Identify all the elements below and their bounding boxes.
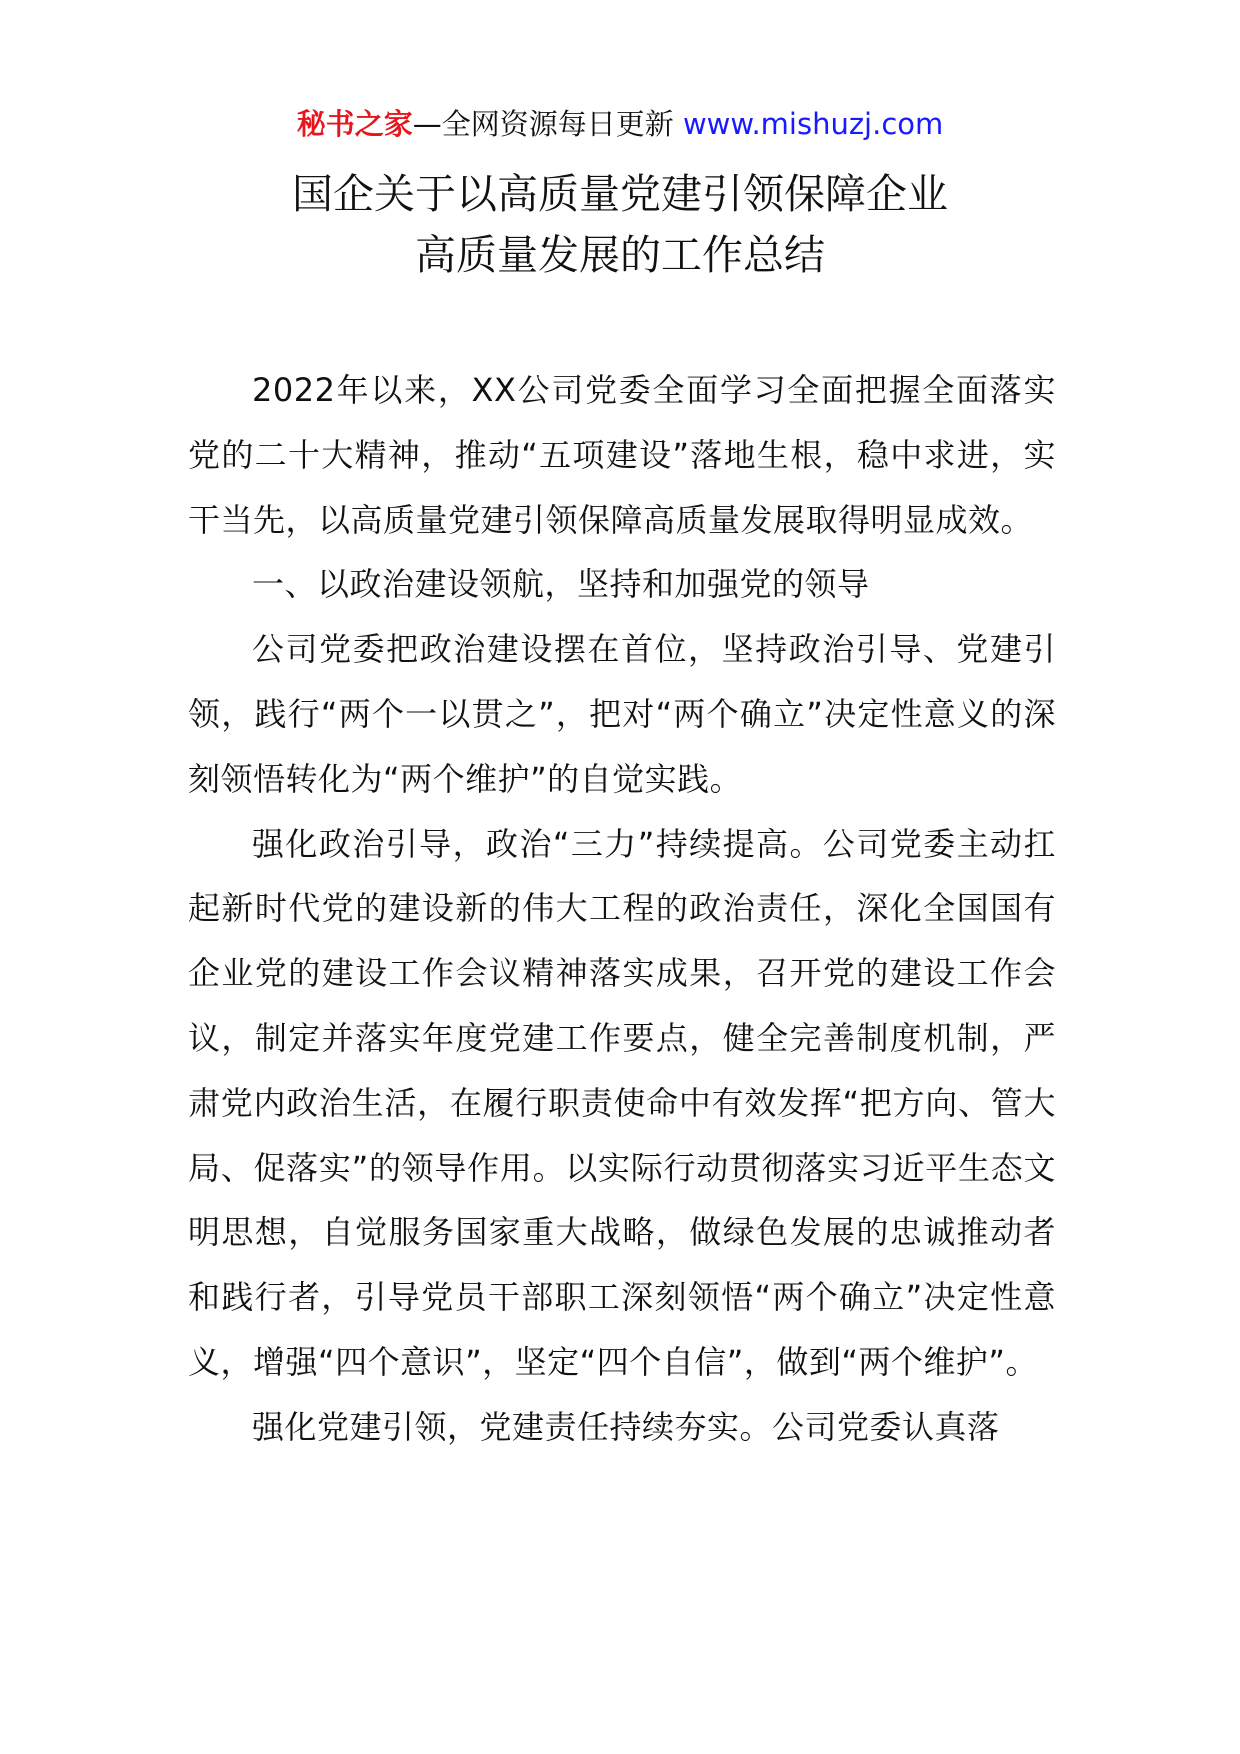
section-heading-1: 一、以政治建设领航，坚持和加强党的领导: [252, 565, 870, 604]
site-header: [0, 102, 1240, 146]
title-line-1: 国企关于以高质量党建引领保障企业: [292, 170, 948, 218]
paragraph-party-building: 强化党建引领，党建责任持续夯实。公司党委认真落: [252, 1407, 1000, 1446]
site-url-link[interactable]: www.mishuzj.com: [682, 107, 944, 141]
site-tagline: —全网资源每日更新: [412, 107, 683, 141]
paragraph-intro: 2022年以来，XX公司党委全面学习全面把握全面落实党的二十大精神，推动“五项建设”落地生根，稳中求进，实干当先，以高质量党建引领保障高质量发展取得明显成效。: [188, 371, 1056, 539]
document-title: [0, 164, 1240, 286]
paragraph-political-construction: 公司党委把政治建设摆在首位，坚持政治引导、党建引领，践行“两个一以贯之”，把对“两个确立”决定性意义的深刻领悟转化为“两个维护”的自觉实践。: [188, 630, 1056, 798]
document-body: [188, 358, 1056, 1460]
brand-name: 秘书之家: [296, 107, 413, 141]
title-line-2: 高质量发展的工作总结: [415, 231, 825, 279]
paragraph-political-guidance: 强化政治引导，政治“三力”持续提高。公司党委主动扛起新时代党的建设新的伟大工程的政治责任，深化全国国有企业党的建设工作会议精神落实成果，召开党的建设工作会议，制定并落实年度党建工作要点，健全完善制度机制，严肃党内政治生活，在履行职责使命中有效发挥“把方向、管大局、促落实”的领导作用。以实际行动贯彻落实习近平生态文明思想，自觉服务国家重大战略，做绿色发展的忠诚推动者和践行者，引导党员干部职工深刻领悟“两个确立”决定性意义，增强“四个意识”，坚定“四个自信”，做到“两个维护”。: [188, 824, 1056, 1381]
